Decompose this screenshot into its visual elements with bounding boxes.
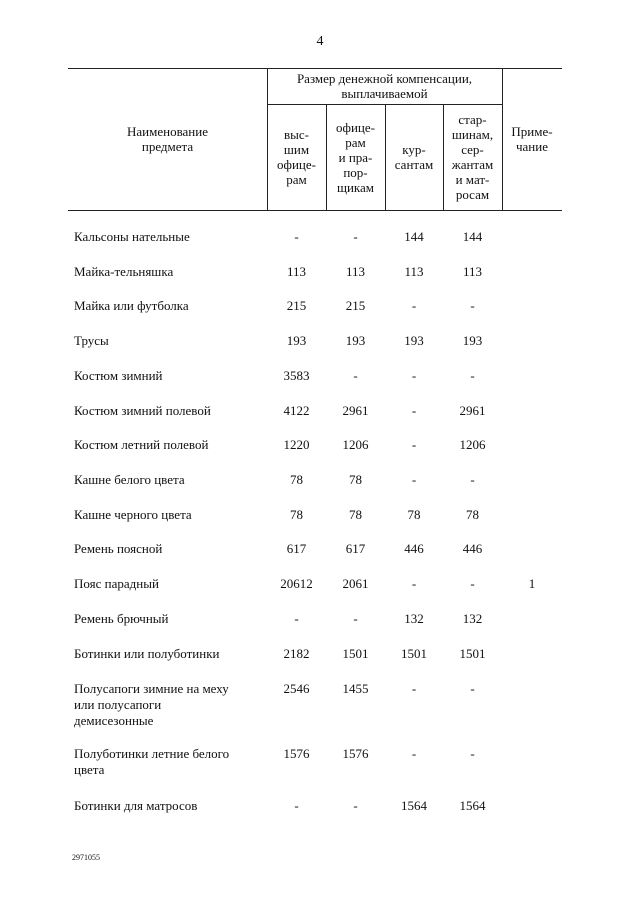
value-cadets: - xyxy=(411,576,417,591)
header-senior-officers: выс- шим офице- рам xyxy=(277,127,316,187)
value-senior-officers: 3583 xyxy=(283,368,310,383)
item-name: Костюм зимний полевой xyxy=(74,403,211,418)
value-sergeants-sailors: - xyxy=(470,472,475,487)
item-name: Майка или футболка xyxy=(74,298,189,313)
value-sergeants-sailors: 113 xyxy=(462,264,483,279)
value-officers-warrant: 215 xyxy=(345,298,366,313)
value-note: 1 xyxy=(528,576,536,591)
page-number: 4 xyxy=(316,34,324,49)
value-cadets: 132 xyxy=(404,611,424,626)
header-note: Приме- чание xyxy=(511,124,553,154)
value-cadets: - xyxy=(411,368,417,383)
item-name: Ремень поясной xyxy=(74,541,163,556)
value-sergeants-sailors: 1501 xyxy=(459,646,486,661)
value-cadets: - xyxy=(411,472,417,487)
value-officers-warrant: 1206 xyxy=(342,437,369,452)
value-officers-warrant: 78 xyxy=(349,507,362,522)
item-name: Костюм зимний xyxy=(74,368,163,383)
value-sergeants-sailors: 193 xyxy=(462,333,483,348)
value-senior-officers: - xyxy=(294,229,299,244)
value-cadets: 1501 xyxy=(401,646,427,661)
value-officers-warrant: - xyxy=(353,368,358,383)
item-name: Кашне черного цвета xyxy=(74,507,192,522)
value-officers-warrant: 1576 xyxy=(342,746,369,761)
item-name: Полусапоги зимние на меху или полусапоги демисезонные xyxy=(74,681,229,728)
value-senior-officers: 4122 xyxy=(283,403,310,418)
document-id: 2971055 xyxy=(72,853,100,862)
header-sergeants-sailors: стар- шинам, сер- жантам и мат- росам xyxy=(451,112,494,202)
header-cadets: кур- сантам xyxy=(394,142,434,172)
value-officers-warrant: - xyxy=(353,229,358,244)
value-senior-officers: 78 xyxy=(290,507,303,522)
value-senior-officers: 2546 xyxy=(283,681,310,696)
value-senior-officers: 2182 xyxy=(283,646,310,661)
value-senior-officers: 617 xyxy=(286,541,307,556)
item-name: Майка-тельняшка xyxy=(74,264,174,279)
value-sergeants-sailors: 2961 xyxy=(459,403,486,418)
value-officers-warrant: 1501 xyxy=(342,646,369,661)
header-officers-warrant: офице- рам и пра- пор- щикам xyxy=(336,119,375,195)
value-sergeants-sailors: 144 xyxy=(462,229,483,244)
value-officers-warrant: - xyxy=(353,611,358,626)
value-senior-officers: 215 xyxy=(286,298,307,313)
value-sergeants-sailors: - xyxy=(470,576,475,591)
item-name: Ботинки для матросов xyxy=(74,798,198,813)
value-sergeants-sailors: - xyxy=(470,368,475,383)
value-cadets: - xyxy=(411,681,417,696)
value-cadets: - xyxy=(411,298,417,313)
item-name: Костюм летний полевой xyxy=(74,437,209,452)
value-senior-officers: 1576 xyxy=(283,746,310,761)
header-compensation-group: Размер денежной компенсации, выплачиваемой xyxy=(296,71,473,101)
value-sergeants-sailors: - xyxy=(470,681,475,696)
item-name: Кашне белого цвета xyxy=(74,472,185,487)
value-sergeants-sailors: 1564 xyxy=(459,798,486,813)
value-cadets: - xyxy=(411,746,417,761)
value-senior-officers: 20612 xyxy=(280,576,313,591)
value-cadets: 144 xyxy=(404,229,424,244)
item-name: Пояс парадный xyxy=(74,576,159,591)
value-senior-officers: 78 xyxy=(290,472,303,487)
item-name: Трусы xyxy=(74,333,109,348)
value-senior-officers: - xyxy=(294,798,299,813)
value-sergeants-sailors: 446 xyxy=(462,541,483,556)
item-name: Ремень брючный xyxy=(74,611,169,626)
item-name: Кальсоны нательные xyxy=(74,229,190,244)
value-officers-warrant: 78 xyxy=(349,472,362,487)
value-sergeants-sailors: 1206 xyxy=(459,437,486,452)
value-officers-warrant: 1455 xyxy=(342,681,369,696)
value-cadets: - xyxy=(411,403,417,418)
value-sergeants-sailors: - xyxy=(470,298,475,313)
value-senior-officers: - xyxy=(294,611,299,626)
header-item-name: Наименование предмета xyxy=(127,124,208,154)
value-cadets: 446 xyxy=(404,541,424,556)
value-senior-officers: 1220 xyxy=(283,437,310,452)
value-officers-warrant: 193 xyxy=(345,333,366,348)
value-cadets: 193 xyxy=(404,333,424,348)
value-officers-warrant: 113 xyxy=(345,264,366,279)
value-senior-officers: 193 xyxy=(286,333,307,348)
value-sergeants-sailors: 78 xyxy=(466,507,479,522)
value-officers-warrant: 617 xyxy=(345,541,366,556)
item-name: Ботинки или полуботинки xyxy=(74,646,220,661)
value-cadets: 78 xyxy=(407,507,421,522)
value-cadets: 1564 xyxy=(401,798,427,813)
value-officers-warrant: 2061 xyxy=(342,576,369,591)
value-officers-warrant: - xyxy=(353,798,358,813)
value-cadets: - xyxy=(411,437,417,452)
value-cadets: 113 xyxy=(404,264,424,279)
value-sergeants-sailors: 132 xyxy=(462,611,483,626)
value-sergeants-sailors: - xyxy=(470,746,475,761)
item-name: Полуботинки летние белого цвета xyxy=(74,746,230,777)
header-bottom-border xyxy=(68,210,562,211)
value-senior-officers: 113 xyxy=(286,264,307,279)
value-officers-warrant: 2961 xyxy=(342,403,369,418)
